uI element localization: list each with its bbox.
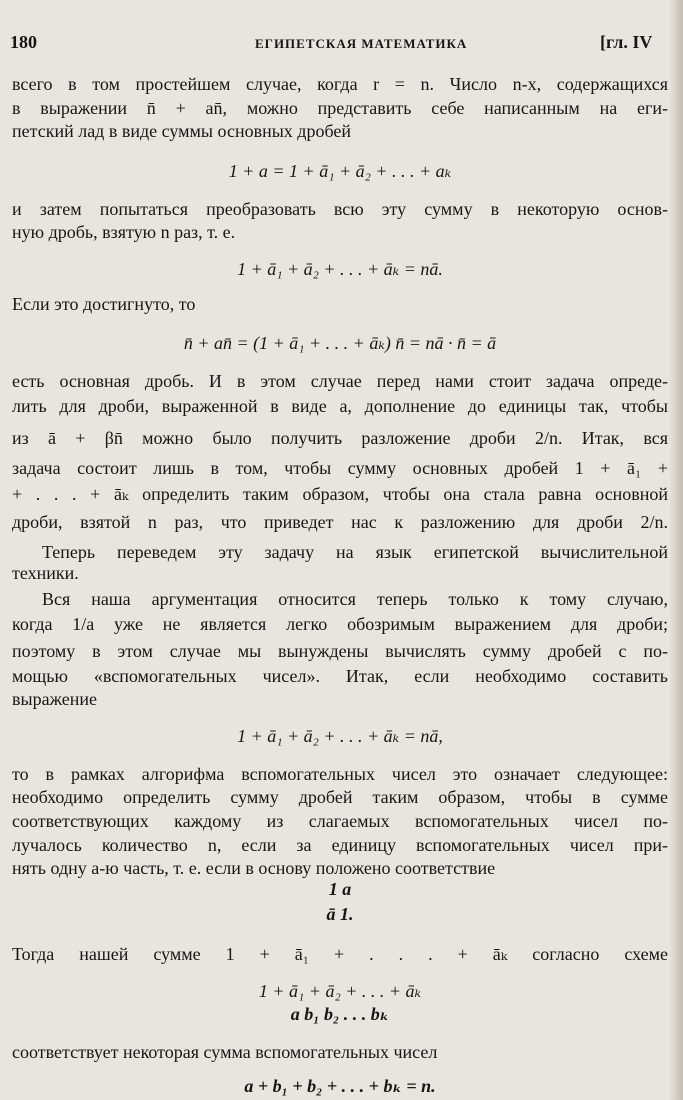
text-line: когда 1/a уже не является легко обозримым выражением для дроби; — [12, 614, 668, 634]
text-line: петский лад в виде суммы основных дробей — [12, 121, 352, 141]
formula: a b₁ b₂ . . . bₖ — [290, 1004, 390, 1024]
correspondence-row: ā 1. — [326, 904, 354, 924]
text-line: Теперь переведем эту задачу на язык египетской вычислительной — [42, 542, 668, 562]
text-line: соответствующих каждому из слагаемых вспомогательных чисел по- — [12, 811, 668, 831]
formula: 1 + ā₁ + ā₂ + . . . + āₖ = nā, — [237, 726, 443, 746]
text-line: нять одну a-ю часть, т. е. если в основу положено соответствие — [12, 858, 496, 878]
text-line: соответствует некоторая сумма вспомогательных чисел — [12, 1042, 438, 1062]
text-line: из ā + βn̄ можно было получить разложение дроби 2/n. Итак, вся — [12, 428, 668, 448]
text-line: Вся наша аргументация относится теперь только к тому случаю, — [42, 589, 668, 609]
text-line: техники. — [12, 563, 79, 583]
text-line: Тогда нашей сумме 1 + ā₁ + . . . + āₖ согласно схеме — [12, 944, 668, 964]
text-line: Если это достигнуто, то — [12, 294, 196, 314]
chapter-label: [гл. IV — [600, 32, 653, 52]
formula: a + b₁ + b₂ + . . . + bₖ = n. — [244, 1076, 436, 1096]
correspondence-row: 1 a — [328, 879, 352, 899]
text-line: + . . . + āₖ определить таким образом, чтобы она стала равна основной — [12, 484, 668, 504]
text-line: выражение — [12, 689, 98, 709]
page-edge-shadow — [669, 0, 683, 1100]
text-line: всего в том простейшем случае, когда r = n. Число n-х, содержащихся — [12, 74, 668, 94]
text-line: то в рамках алгорифма вспомогательных чисел это означает следующее: — [12, 764, 668, 784]
formula: 1 + ā₁ + ā₂ + . . . + āₖ — [258, 981, 422, 1001]
text-line: ную дробь, взятую n раз, т. е. — [12, 222, 236, 242]
text-line: есть основная дробь. И в этом случае перед нами стоит задача опреде- — [12, 371, 668, 391]
text-line: в выражении n̄ + an̄, можно представить себе написанным на еги- — [12, 98, 668, 118]
text-line: лучалось количество n, если за единицу вспомогательных чисел при- — [12, 835, 668, 855]
formula: n̄ + an̄ = (1 + ā₁ + . . . + āₖ) n̄ = nā · n̄ = ā — [183, 333, 497, 353]
text-line: поэтому в этом случае мы вынуждены вычислять сумму дробей с по- — [12, 641, 668, 661]
page-number: 180 — [10, 32, 37, 52]
text-line: дроби, взятой n раз, что приведет нас к разложению для дроби 2/n. — [12, 512, 668, 532]
text-line: задача состоит лишь в том, чтобы сумму основных дробей 1 + ā₁ + — [12, 458, 668, 478]
text-line: и затем попытаться преобразовать всю эту сумму в некоторую основ- — [12, 199, 668, 219]
text-line: лить для дроби, выраженной в виде a, дополнение до единицы так, чтобы — [12, 396, 668, 416]
running-title: ЕГИПЕТСКАЯ МАТЕМАТИКА — [255, 36, 468, 51]
formula: 1 + ā₁ + ā₂ + . . . + āₖ = nā. — [237, 259, 443, 279]
formula: 1 + a = 1 + ā₁ + ā₂ + . . . + aₖ — [228, 161, 452, 181]
text-line: мощью «вспомогательных чисел». Итак, если необходимо составить — [12, 666, 668, 686]
text-line: необходимо определить сумму дробей таким образом, чтобы в сумме — [12, 787, 668, 807]
